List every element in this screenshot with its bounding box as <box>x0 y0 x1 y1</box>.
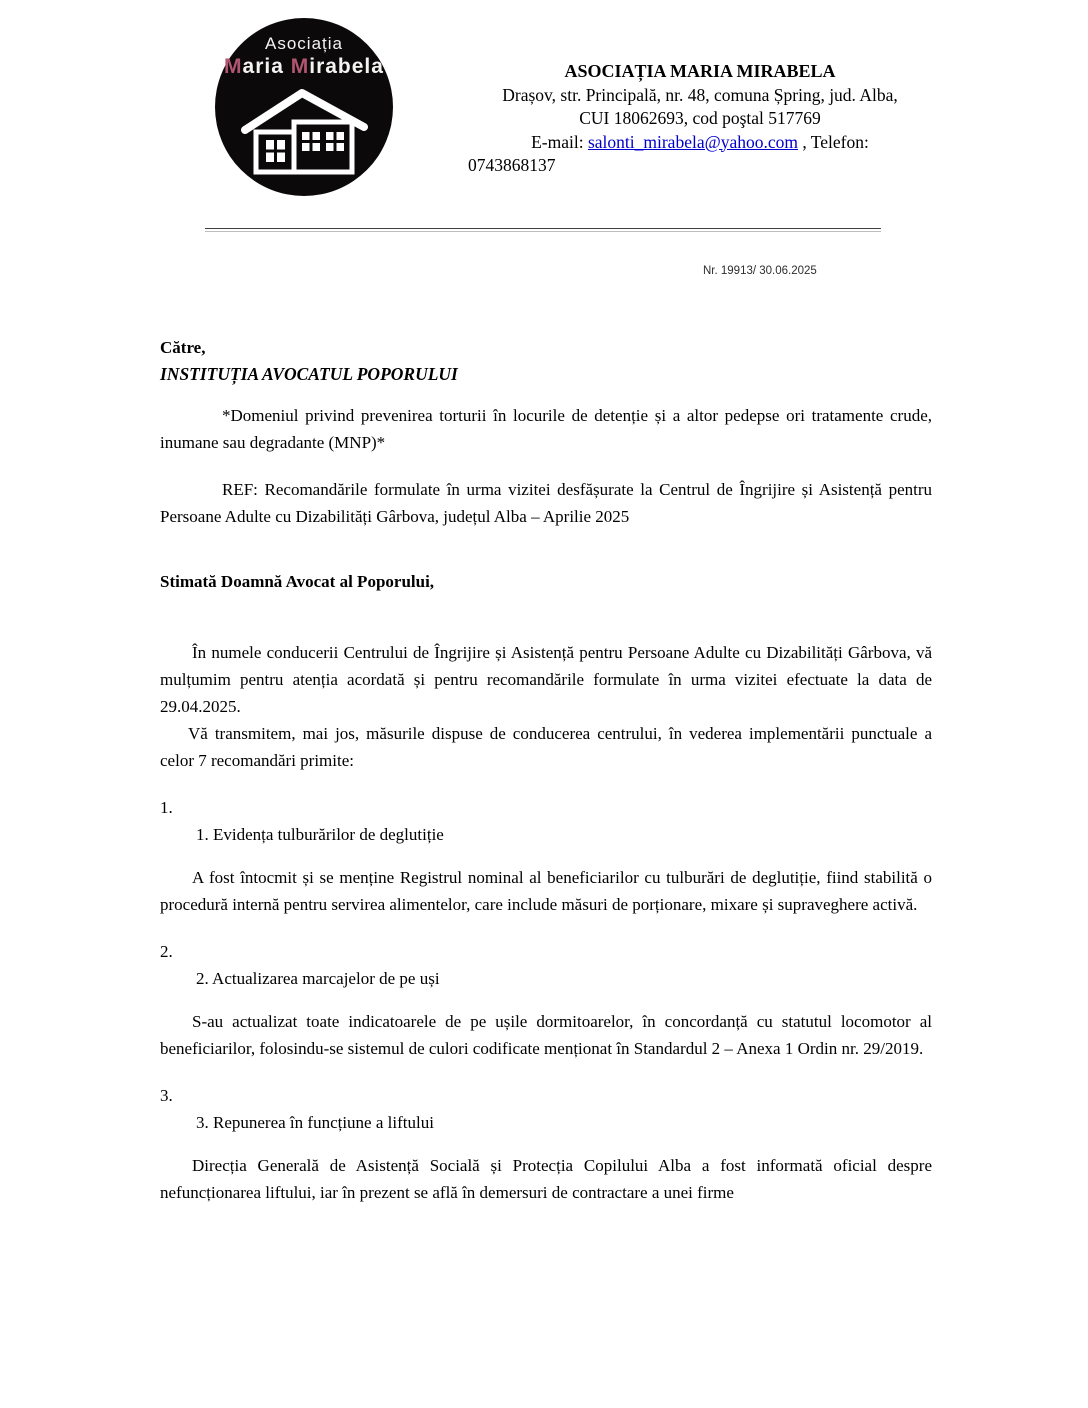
org-address-line2: CUI 18062693, cod poştal 517769 <box>579 108 821 128</box>
reference-line: REF: Recomandările formulate în urma vizitei desfășurate la Centrul de Îngrijire și Asistență pentru Persoane Adulte cu Dizabilități Gârbova, județul Alba – Aprilie 2025 <box>160 480 932 526</box>
org-name: ASOCIAȚIA MARIA MIRABELA <box>564 61 836 81</box>
email-label: E-mail: <box>531 131 588 152</box>
paragraph-intro: În numele conducerii Centrului de Îngrijire și Asistență pentru Persoane Adulte cu Dizabilități Gârbova, vă mulțumim pentru atenția acordată și pentru recomandările formulate în urma vizitei efectuate la data de 29.04.2025. <box>160 643 932 716</box>
org-phone: 0743868137 <box>468 155 556 175</box>
institution-name: INSTITUȚIA AVOCATUL POPORULUI <box>160 364 458 384</box>
window-mid <box>302 132 320 151</box>
salutation-to: Către, <box>160 338 206 357</box>
item-1-title: 1. Evidența tulburărilor de deglutiție <box>196 825 444 844</box>
divider-line <box>205 228 881 233</box>
paragraph-measures: Vă transmitem, mai jos, măsurile dispuse de conducerea centrului, în vederea implementării punctuale a celor 7 recomandări primite: <box>160 724 932 770</box>
email-suffix: , Telefon: <box>798 131 869 152</box>
doc-number: Nr. 19913/ 30.06.2025 <box>703 265 817 277</box>
item-2-title: 2. Actualizarea marcajelor de pe uși <box>196 969 440 988</box>
item-2-number: 2. <box>160 942 173 961</box>
logo-name-part2: irabela <box>309 55 384 78</box>
greeting: Stimată Doamnă Avocat al Poporului, <box>160 572 435 591</box>
item-2-body: S-au actualizat toate indicatoarele de pe ușile dormitoarelor, în concordanță cu statutul locomotor al beneficiarilor, folosindu-se sistemul de culori codificate menționat în Standardul 2 – Anexa 1 Ordin nr. 29/2019. <box>160 1012 932 1058</box>
organization-logo <box>215 18 393 196</box>
item-3-body: Direcția Generală de Asistență Socială și Protecția Copilului Alba a fost informată oficial despre nefuncționarea liftului, iar în prezent se află în demersuri de contractare a unei firme <box>160 1156 932 1202</box>
domain-note: *Domeniul privind prevenirea torturii în locurile de detenție și a altor pedepse ori tratamente crude, inumane sau degradante (MNP)* <box>160 406 932 452</box>
logo-text-line1: Asociația <box>265 34 343 53</box>
item-1-number: 1. <box>160 798 173 817</box>
header-contact-block <box>462 60 938 178</box>
org-email-line <box>462 131 938 155</box>
house-icon <box>238 82 370 182</box>
item-1-body: A fost întocmit și se menține Registrul nominal al beneficiarilor cu tulburări de deglutiție, fiind stabilită o procedură internă pentru servirea alimentelor, care include măsuri de porționare, mixare și supraveghere activă. <box>160 868 932 914</box>
logo-text-line2 <box>224 54 384 80</box>
window-left <box>266 140 285 162</box>
letter-body <box>160 334 932 1206</box>
org-address-line1: Drașov, str. Principală, nr. 48, comuna Șpring, jud. Alba, <box>502 84 898 105</box>
item-3-number: 3. <box>160 1086 173 1105</box>
logo-accent-m1: M <box>224 55 243 78</box>
email-link[interactable]: salonti_mirabela@yahoo.com <box>587 131 798 152</box>
logo-name-part1: aria <box>242 55 291 78</box>
item-3-title: 3. Repunerea în funcțiune a liftului <box>196 1113 434 1132</box>
window-right <box>326 132 344 151</box>
logo-accent-m2: M <box>290 55 310 78</box>
